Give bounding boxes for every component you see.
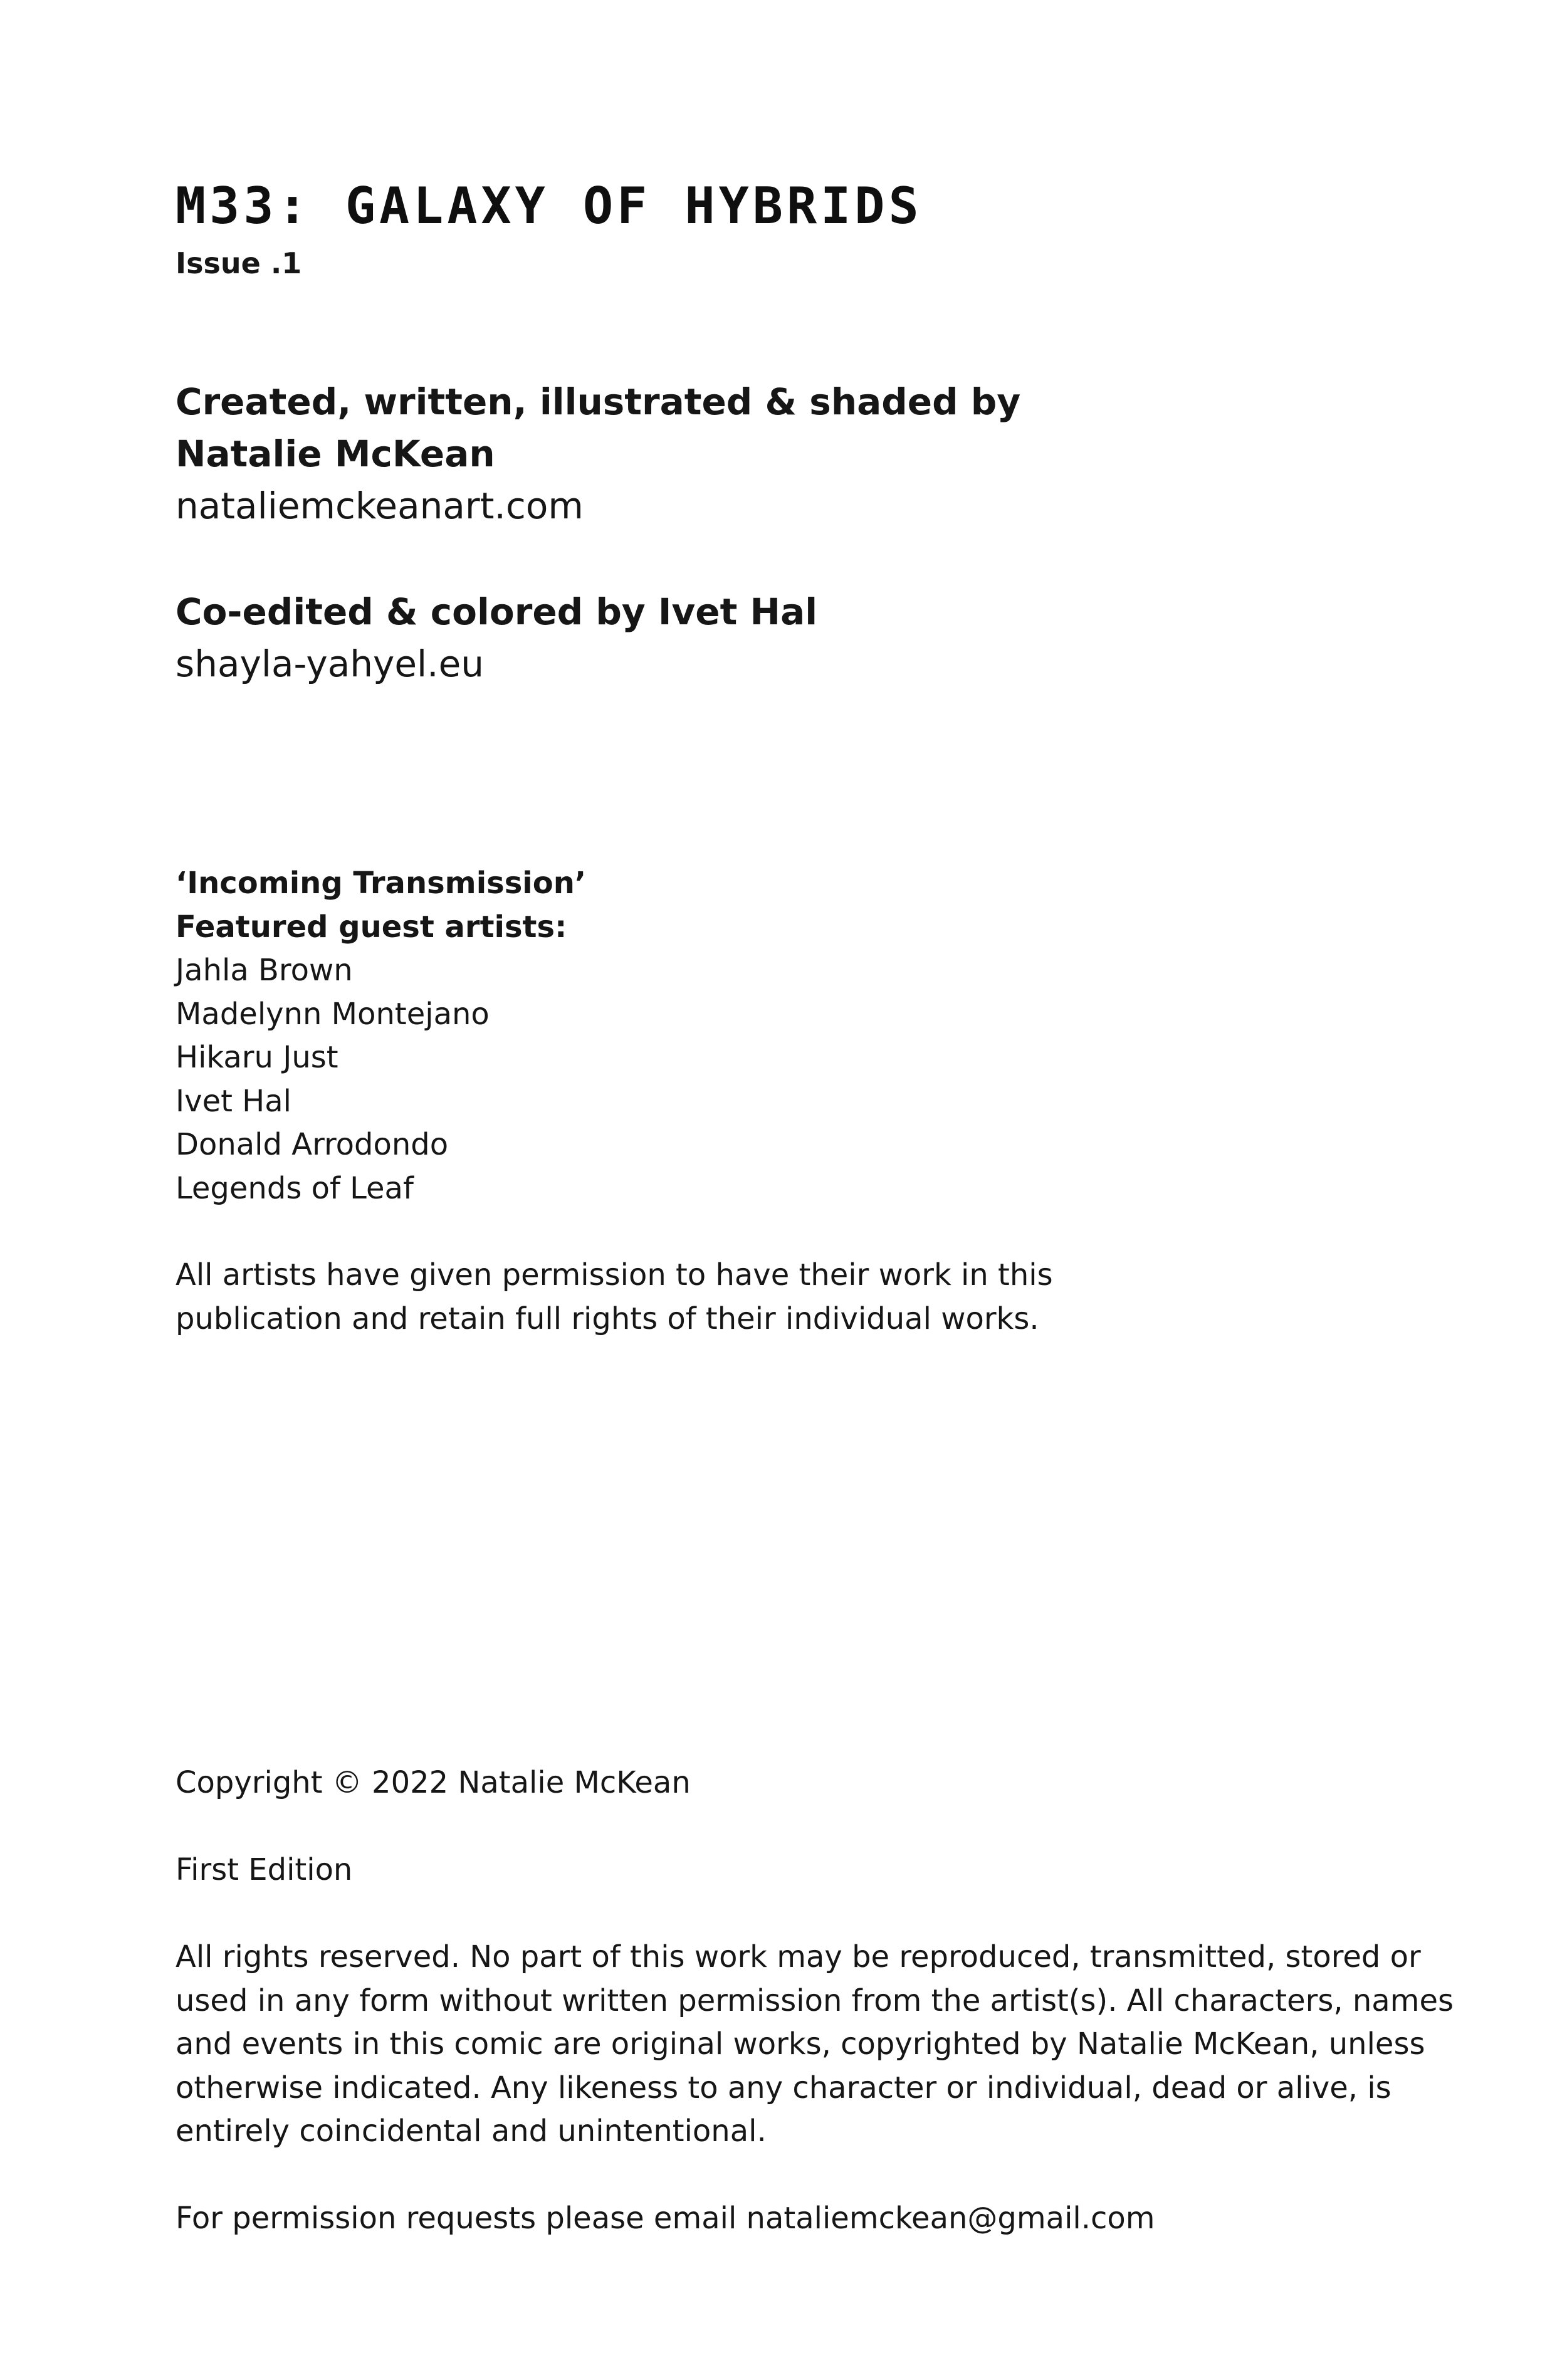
artist-permission-note [176,1254,1178,1341]
guest-artist: Hikaru Just [176,1040,338,1075]
creator-credits [176,376,1020,532]
creator-role: Created, written, illustrated & shaded by [176,380,1021,423]
permission-request: For permission requests please email nataliemckean@gmail.com [176,2201,1155,2236]
rights-line: and events in this comic are original works, copyrighted by Natalie McKean, unless [176,2026,1425,2062]
copyright-notice: Copyright © 2022 Natalie McKean [176,1765,691,1800]
rights-line: All rights reserved. No part of this work may be reproduced, transmitted, stored or [176,1939,1421,1974]
permission-line: All artists have given permission to have their work in this [176,1257,1053,1292]
rights-line: used in any form without written permission from the artist(s). All characters, names [176,1983,1454,2018]
rights-line: otherwise indicated. Any likeness to any character or individual, dead or alive, is [176,2070,1391,2105]
section-title: ‘Incoming Transmission’ [176,866,587,901]
guest-artist: Legends of Leaf [176,1170,414,1206]
issue-number: Issue .1 [176,246,302,280]
coeditor-role: Co-edited & colored by Ivet Hal [176,590,818,633]
guest-artist-list [176,949,586,1210]
coeditor-website: shayla-yahyel.eu [176,642,485,685]
edition-label: First Edition [176,1852,353,1887]
guest-artist: Madelynn Montejano [176,996,490,1032]
rights-line: entirely coincidental and unintentional. [176,2114,767,2149]
creator-name: Natalie McKean [176,432,495,475]
guest-artists-section [176,862,586,1210]
section-subtitle: Featured guest artists: [176,909,567,945]
permission-line: publication and retain full rights of their individual works. [176,1301,1039,1336]
creator-website: nataliemckeanart.com [176,485,584,527]
rights-reserved-text [176,1936,1460,2154]
comic-title: M33: GALAXY OF HYBRIDS [176,177,923,235]
guest-artist: Donald Arrodondo [176,1127,449,1162]
legal-section [176,1761,1460,2241]
guest-artist: Ivet Hal [176,1083,292,1119]
guest-artist: Jahla Brown [176,953,353,988]
coeditor-credits [176,586,817,690]
